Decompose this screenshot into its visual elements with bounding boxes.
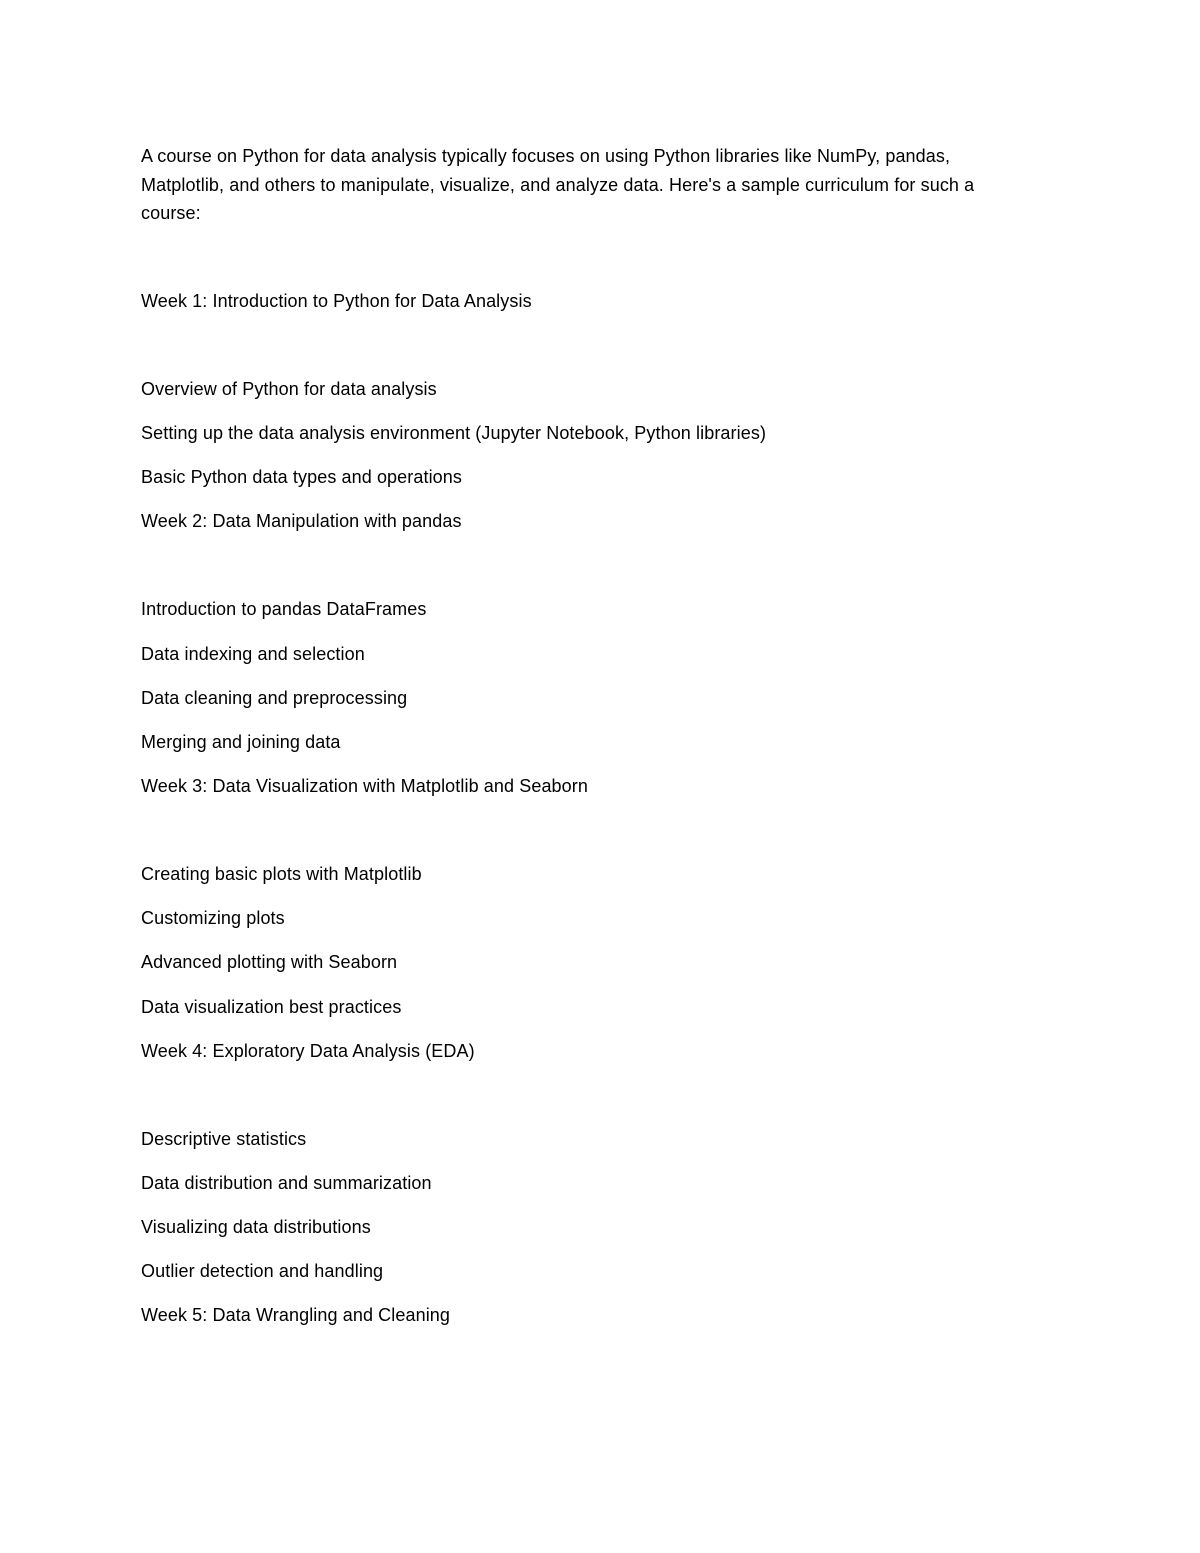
week-2-item: Data indexing and selection xyxy=(141,644,365,664)
week-3-item: Advanced plotting with Seaborn xyxy=(141,952,398,972)
week-1-item: Overview of Python for data analysis xyxy=(141,379,437,399)
week-2-item: Introduction to pandas DataFrames xyxy=(141,599,427,619)
intro-line-2: Matplotlib, and others to manipulate, visualize, and analyze data. Here's a sample curriculum for such a xyxy=(141,175,975,195)
week-2-item: Merging and joining data xyxy=(141,732,341,752)
week-4-item: Data distribution and summarization xyxy=(141,1173,432,1193)
week-4-heading: Week 4: Exploratory Data Analysis (EDA) xyxy=(141,1041,475,1061)
week-4-item: Visualizing data distributions xyxy=(141,1217,371,1237)
intro-line-3: course: xyxy=(141,203,201,223)
week-3-item: Customizing plots xyxy=(141,908,285,928)
week-2-heading: Week 2: Data Manipulation with pandas xyxy=(141,511,462,531)
week-1-heading: Week 1: Introduction to Python for Data Analysis xyxy=(141,291,532,311)
week-2-item: Data cleaning and preprocessing xyxy=(141,688,408,708)
week-3-heading: Week 3: Data Visualization with Matplotlib and Seaborn xyxy=(141,776,588,796)
intro-line-1: A course on Python for data analysis typically focuses on using Python libraries like NumPy, pandas, xyxy=(141,146,951,166)
week-4-item: Outlier detection and handling xyxy=(141,1261,384,1281)
week-3-item: Creating basic plots with Matplotlib xyxy=(141,864,422,884)
week-4-item: Descriptive statistics xyxy=(141,1129,307,1149)
week-1-item: Setting up the data analysis environment (Jupyter Notebook, Python libraries) xyxy=(141,423,767,443)
week-1-item: Basic Python data types and operations xyxy=(141,467,463,487)
week-5-heading: Week 5: Data Wrangling and Cleaning xyxy=(141,1305,451,1325)
week-3-item: Data visualization best practices xyxy=(141,997,402,1017)
